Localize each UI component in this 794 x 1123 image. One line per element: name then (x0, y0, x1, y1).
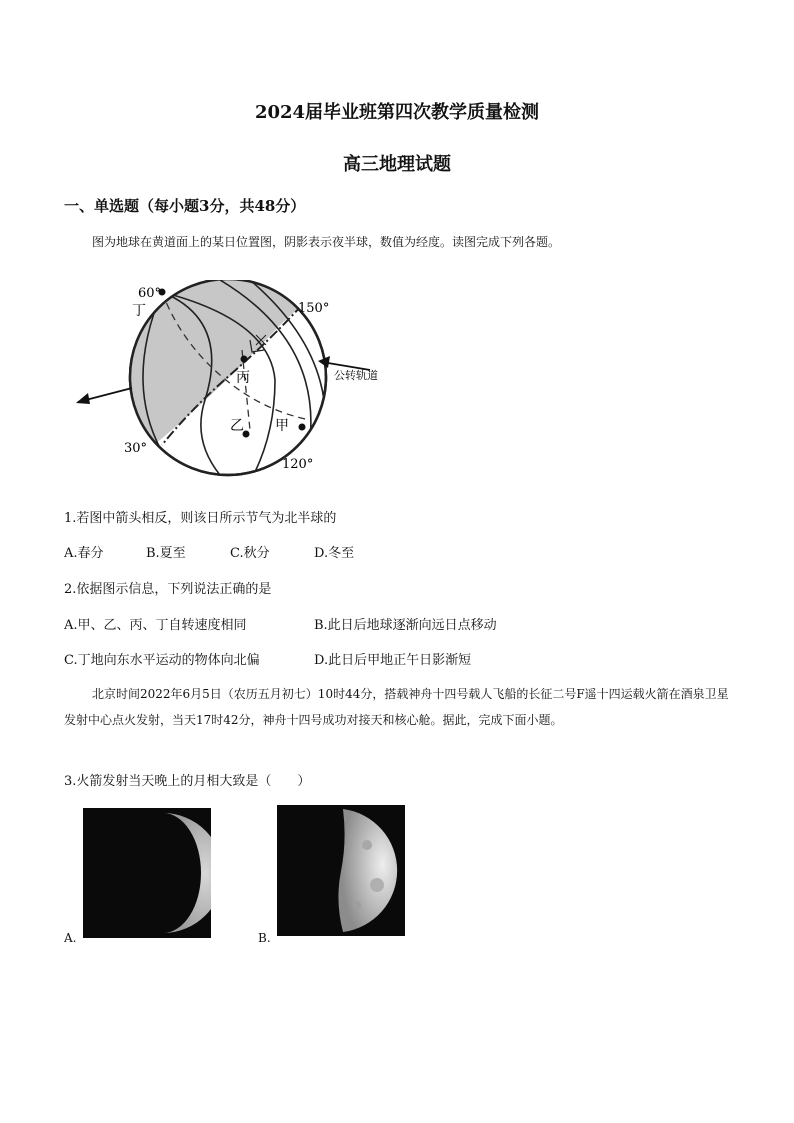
question-1-stem: 1.若图中箭头相反，则该日所示节气为北半球的 (64, 511, 337, 526)
label-ding: 丁 (132, 303, 146, 319)
label-120: 120° (282, 457, 314, 472)
label-30: 30° (124, 441, 148, 456)
label-jia: 甲 (275, 418, 289, 434)
earth-position-diagram (70, 280, 400, 480)
label-60: 60° (138, 286, 162, 301)
moon-image-b[interactable] (277, 805, 405, 936)
moon-crescent-icon (83, 808, 211, 938)
point-jia (299, 424, 306, 431)
q2-option-b[interactable]: B.此日后地球逐渐向远日点移动 (314, 618, 497, 633)
q1-option-a[interactable]: A.春分 (64, 546, 104, 561)
q1-option-b[interactable]: B.夏至 (146, 546, 186, 561)
q2-option-a[interactable]: A.甲、乙、丙、丁自转速度相同 (64, 618, 247, 633)
exam-title: 2024届毕业班第四次教学质量检测 (254, 102, 540, 123)
q1-option-c[interactable]: C.秋分 (230, 546, 270, 561)
moon-image-a[interactable] (83, 808, 211, 938)
q2-option-c[interactable]: C.丁地向东水平运动的物体向北偏 (64, 653, 260, 668)
rotation-arrow-icon (76, 393, 90, 404)
label-150: 150° (298, 301, 330, 316)
q3-option-a-label: A. (64, 931, 77, 945)
q3-option-b-label: B. (258, 931, 271, 945)
exam-subtitle: 高三地理试题 (343, 154, 451, 175)
moon-quarter-icon (277, 805, 405, 936)
label-orbit: 公转轨道 (334, 369, 378, 382)
question-2-stem: 2.依据图示信息，下列说法正确的是 (64, 582, 272, 597)
q2-option-d[interactable]: D.此日后甲地正午日影渐短 (314, 653, 472, 668)
label-bing: 丙 (236, 370, 250, 386)
figure-intro: 图为地球在黄道面上的某日位置图，阴影表示夜半球，数值为经度。读图完成下列各题。 (92, 235, 561, 249)
point-bing (241, 356, 248, 363)
passage-shenzhou: 北京时间2022年6月5日（农历五月初七）10时44分，搭载神舟十四号载人飞船的长征二号F遥十四运载火箭在酒泉卫星发射中心点火发射，当天17时42分，神舟十四号成功对接天和核心舱。据此，完成下面小题。 (64, 687, 729, 727)
section-heading: 一、单选题（每小题3分，共48分） (64, 197, 306, 215)
question-3-stem: 3.火箭发射当天晚上的月相大致是（ ） (64, 774, 311, 789)
q1-option-d[interactable]: D.冬至 (314, 546, 355, 561)
label-yi: 乙 (230, 418, 244, 434)
